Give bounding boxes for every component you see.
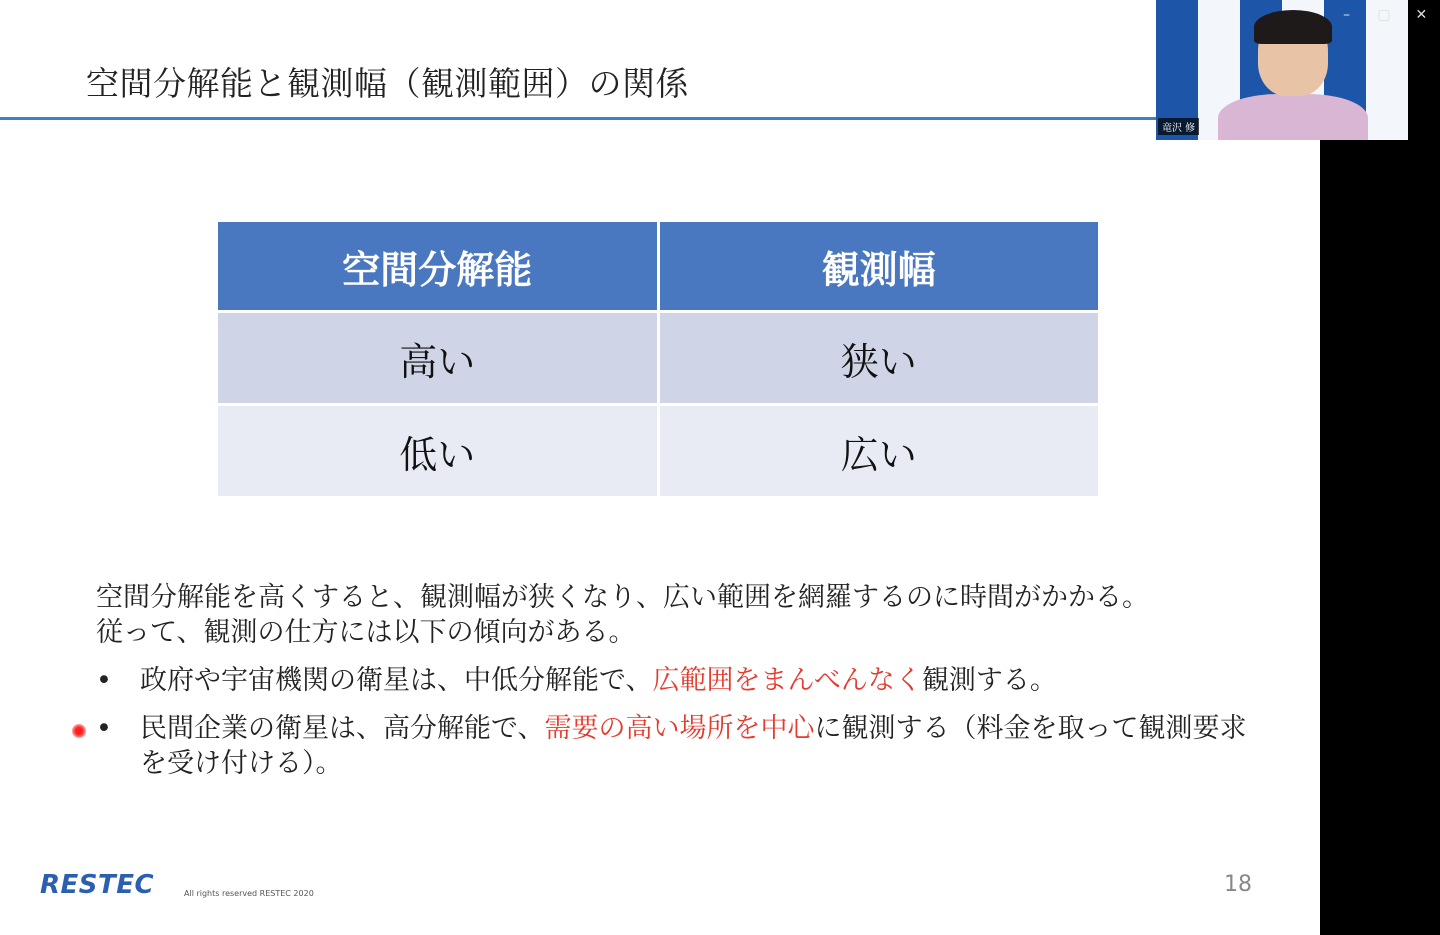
table-row [218,312,1098,405]
minimize-icon[interactable]: – [1343,7,1351,23]
table-cell: 広い [658,405,1098,497]
bullet-text: 観測する。 [921,665,1057,696]
bullet-dot: • [96,713,112,744]
bullet-highlight: 需要の高い場所を中心 [544,713,815,744]
page-number: 18 [1224,872,1252,897]
bullet-text: 民間企業の衛星は、高分解能で、 [140,713,545,744]
table-header-cell: 観測幅 [658,222,1098,312]
bullet-highlight: 広範囲をまんべんなく [652,665,922,696]
table-header-row [218,222,1098,312]
copyright-text: All rights reserved RESTEC 2020 [184,889,314,898]
title-divider [0,117,1180,120]
close-icon[interactable]: ✕ [1415,7,1428,23]
speaker-shirt [1218,94,1368,140]
maximize-icon[interactable]: ▢ [1377,7,1391,23]
speaker-hair [1254,10,1332,44]
table-header-cell: 空間分解能 [218,222,658,312]
table-cell: 高い [218,312,658,405]
slide-title: 空間分解能と観測幅（観測範囲）の関係 [86,64,689,103]
speaker-name-label: 竜沢 修 [1158,118,1199,135]
bullet-item [96,711,1256,781]
table-row [218,405,1098,497]
comparison-table [218,222,1098,496]
restec-logo: RESTEC [40,870,155,900]
body-paragraph: 従って、観測の仕方には以下の傾向がある。 [96,617,636,648]
table-cell: 狭い [658,312,1098,405]
bullet-item [96,663,1256,698]
window-controls [1328,0,1440,32]
body-paragraph: 空間分解能を高くすると、観測幅が狭くなり、広い範囲を網羅するのに時間がかかる。 [96,582,1149,613]
bullet-text: 政府や宇宙機関の衛星は、中低分解能で、 [140,665,653,696]
bullet-dot: • [96,665,112,696]
laser-pointer [72,724,86,738]
table-cell: 低い [218,405,658,497]
slide-body [96,580,1256,781]
bullet-text: に観測する（料金を取って観測要求を受け付ける）。 [140,713,1247,779]
